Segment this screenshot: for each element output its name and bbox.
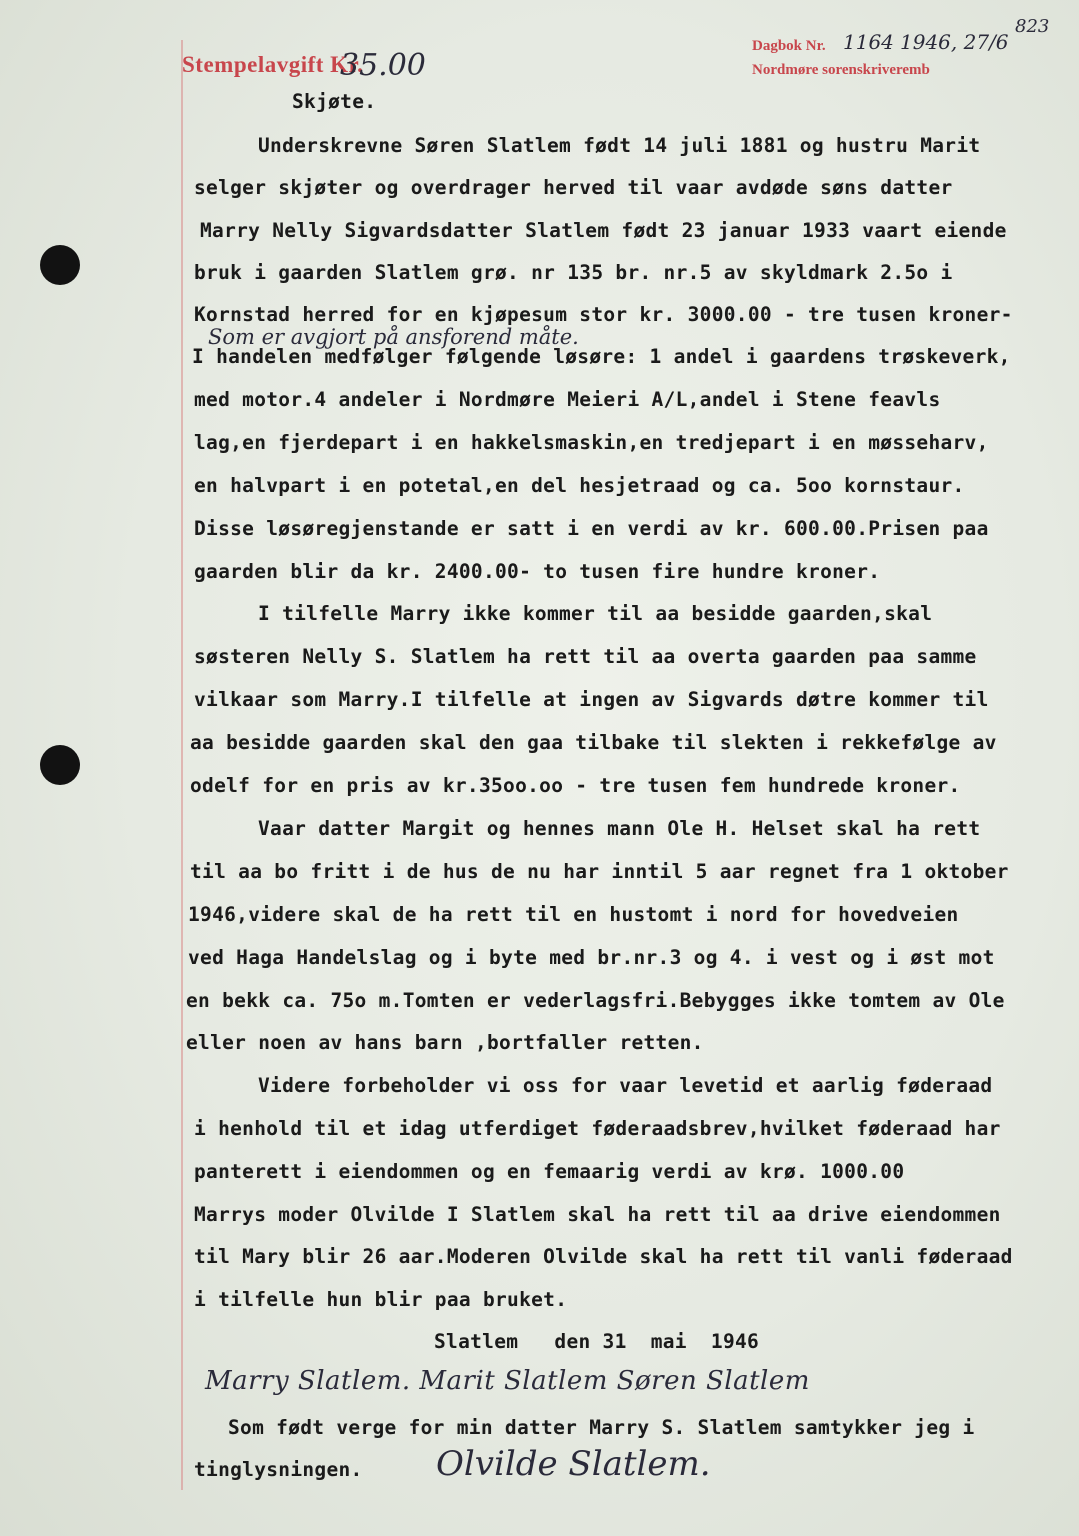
register-stamp-label: Dagbok Nr. bbox=[752, 38, 826, 54]
punch-hole-bottom bbox=[40, 745, 80, 785]
text-line: Marry Nelly Sigvardsdatter Slatlem født 23 januar 1933 vaart eiende bbox=[200, 219, 1007, 242]
text-line: Underskrevne Søren Slatlem født 14 juli 1881 og hustru Marit bbox=[258, 134, 981, 157]
consent-line: Som født verge for min datter Marry S. Slatlem samtykker jeg i bbox=[228, 1416, 975, 1439]
deed-heading: Skjøte. bbox=[292, 90, 377, 113]
text-line: Kornstad herred for en kjøpesum stor kr. 3000.00 - tre tusen kroner- bbox=[194, 303, 1013, 326]
register-number: 1164 bbox=[843, 30, 894, 54]
text-line: Marrys moder Olvilde I Slatlem skal ha rett til aa drive eiendommen bbox=[194, 1203, 1001, 1226]
text-line: I tilfelle Marry ikke kommer til aa besidde gaarden,skal bbox=[258, 602, 933, 625]
stamp-fee-amount: 35.00 bbox=[340, 48, 426, 83]
text-line: eller noen av hans barn ,bortfaller retten. bbox=[186, 1031, 704, 1054]
text-line: selger skjøter og overdrager herved til vaar avdøde søns datter bbox=[194, 176, 953, 199]
register-date: 1946, 27/6 bbox=[900, 30, 1009, 54]
text-line: Disse løsøregjenstande er satt i en verdi av kr. 600.00.Prisen paa bbox=[194, 517, 989, 540]
register-court: Nordmøre sorenskriveremb bbox=[752, 62, 930, 78]
text-line: I handelen medfølger følgende løsøre: 1 andel i gaardens trøskeverk, bbox=[192, 345, 1011, 368]
signatures: Marry Slatlem. Marit Slatlem Søren Slatlem bbox=[205, 1366, 810, 1396]
consent-line: tinglysningen. bbox=[194, 1458, 363, 1481]
text-line: ved Haga Handelslag og i byte med br.nr.3 og 4. i vest og i øst mot bbox=[188, 946, 995, 969]
text-line: Vaar datter Margit og hennes mann Ole H. Helset skal ha rett bbox=[258, 817, 981, 840]
page-number: 823 bbox=[1015, 16, 1050, 37]
guardian-signature: Olvilde Slatlem. bbox=[436, 1444, 711, 1484]
text-line: Videre forbeholder vi oss for vaar levetid et aarlig føderaad bbox=[258, 1074, 993, 1097]
text-line: lag,en fjerdepart i en hakkelsmaskin,en tredjepart i en møsseharv, bbox=[194, 431, 989, 454]
text-line: vilkaar som Marry.I tilfelle at ingen av Sigvards døtre kommer til bbox=[194, 688, 989, 711]
text-line: bruk i gaarden Slatlem grø. nr 135 br. nr.5 av skyldmark 2.5o i bbox=[194, 261, 953, 284]
text-line: til aa bo fritt i de hus de nu har inntil 5 aar regnet fra 1 oktober bbox=[190, 860, 1009, 883]
text-line: med motor.4 andeler i Nordmøre Meieri A/L,andel i Stene feavls bbox=[194, 388, 941, 411]
text-line: søsteren Nelly S. Slatlem ha rett til aa overta gaarden paa samme bbox=[194, 645, 977, 668]
text-line: til Mary blir 26 aar.Moderen Olvilde skal ha rett til vanli føderaad bbox=[194, 1245, 1013, 1268]
punch-hole-top bbox=[40, 245, 80, 285]
text-line: i tilfelle hun blir paa bruket. bbox=[194, 1288, 568, 1311]
stamp-fee-label: Stempelavgift Kr. bbox=[182, 52, 364, 77]
place-date: Slatlem den 31 mai 1946 bbox=[434, 1330, 760, 1353]
text-line: odelf for en pris av kr.35oo.oo - tre tusen fem hundrede kroner. bbox=[190, 774, 961, 797]
text-line: i henhold til et idag utferdiget føderaadsbrev,hvilket føderaad har bbox=[194, 1117, 1001, 1140]
text-line: aa besidde gaarden skal den gaa tilbake til slekten i rekkefølge av bbox=[190, 731, 997, 754]
text-line: gaarden blir da kr. 2400.00- to tusen fire hundre kroner. bbox=[194, 560, 881, 583]
text-line: 1946,videre skal de ha rett til en hustomt i nord for hovedveien bbox=[188, 903, 959, 926]
text-line: en halvpart i en potetal,en del hesjetraad og ca. 5oo kornstaur. bbox=[194, 474, 965, 497]
handwritten-insert: Som er avgjort på ansforend måte. bbox=[208, 325, 579, 349]
text-line: en bekk ca. 75o m.Tomten er vederlagsfri.Bebygges ikke tomtem av Ole bbox=[186, 989, 1005, 1012]
text-line: panterett i eiendommen og en femaarig verdi av krø. 1000.00 bbox=[194, 1160, 905, 1183]
margin-rule bbox=[181, 40, 183, 1490]
